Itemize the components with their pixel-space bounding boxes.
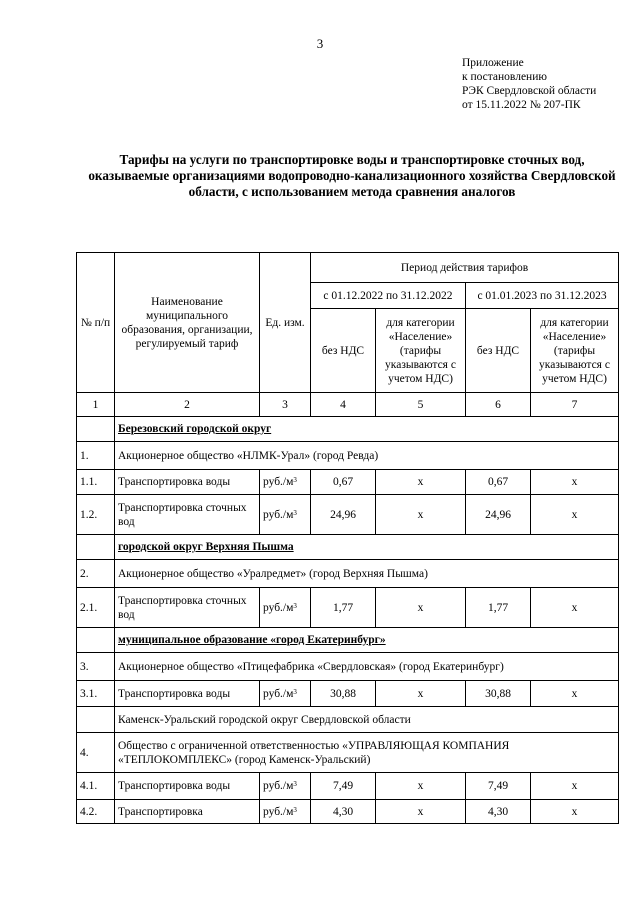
unit-text: руб./м xyxy=(263,805,294,818)
unit-text: руб./м xyxy=(263,476,294,488)
row-num: 2.1. xyxy=(77,588,115,628)
unit-cell xyxy=(260,495,311,535)
district-name: Березовский городской округ xyxy=(118,423,272,435)
unit-cell xyxy=(260,773,311,800)
value-cell: 0,67 xyxy=(466,470,531,495)
unit-cell xyxy=(260,800,311,824)
value-cell: х xyxy=(376,495,466,535)
document-title: Тарифы на услуги по транспортировке воды и транспортировке сточных вод, оказываемые организациями водопроводно-канализационного хозяйства Свердловской области, с использованием метода сравнения аналогов xyxy=(88,152,616,199)
row-num: 3.1. xyxy=(77,681,115,707)
tariff-row xyxy=(77,588,619,628)
header-population: для категории «Население» (тарифы указываются с учетом НДС) xyxy=(531,309,619,393)
appendix-block xyxy=(462,56,596,112)
organization-row xyxy=(77,442,619,470)
appendix-line: РЭК Свердловской области xyxy=(462,85,597,97)
row-num: 4.2. xyxy=(77,800,115,824)
value-cell: 30,88 xyxy=(466,681,531,707)
header-population: для категории «Население» (тарифы указываются с учетом НДС) xyxy=(376,309,466,393)
value-cell: 4,30 xyxy=(466,800,531,824)
row-num: 1.2. xyxy=(77,495,115,535)
tariff-row xyxy=(77,495,619,535)
value-cell: 24,96 xyxy=(311,495,376,535)
row-num: 3. xyxy=(77,653,115,681)
organization-row xyxy=(77,733,619,773)
column-number-row xyxy=(77,393,619,417)
organization-name: Акционерное общество «Птицефабрика «Свердловская» (город Екатеринбург) xyxy=(115,653,619,681)
unit-text: руб./м xyxy=(263,780,294,792)
organization-row xyxy=(77,560,619,588)
header-period-2023: с 01.01.2023 по 31.12.2023 xyxy=(466,283,619,309)
unit-cell xyxy=(260,681,311,707)
tariff-row xyxy=(77,800,619,824)
value-cell: х xyxy=(531,470,619,495)
value-cell: 30,88 xyxy=(311,681,376,707)
appendix-line: Приложение xyxy=(462,57,524,69)
value-cell: х xyxy=(376,588,466,628)
tariff-table xyxy=(76,252,619,824)
tariff-row xyxy=(77,681,619,707)
district-name: городской округ Верхняя Пышма xyxy=(118,541,294,553)
value-cell: 0,67 xyxy=(311,470,376,495)
value-cell: 1,77 xyxy=(311,588,376,628)
value-cell: 7,49 xyxy=(311,773,376,800)
value-cell: 4,30 xyxy=(311,800,376,824)
district-row xyxy=(77,707,619,733)
value-cell: х xyxy=(376,773,466,800)
column-number: 1 xyxy=(77,393,115,417)
row-num: 1. xyxy=(77,442,115,470)
header-period: Период действия тарифов xyxy=(311,253,619,283)
district-name: Каменск-Уральский городской округ Свердловской области xyxy=(118,713,411,726)
header-no-vat: без НДС xyxy=(311,309,376,393)
header-no-vat: без НДС xyxy=(466,309,531,393)
row-num: 2. xyxy=(77,560,115,588)
tariff-name: Транспортировка сточных вод xyxy=(115,495,260,535)
column-number: 7 xyxy=(531,393,619,417)
row-num: 4.1. xyxy=(77,773,115,800)
appendix-line: к постановлению xyxy=(462,71,547,83)
tariff-name: Транспортировка воды xyxy=(115,773,260,800)
unit-text: руб./м xyxy=(263,508,294,521)
district-row xyxy=(77,417,619,442)
organization-name: Акционерное общество «Уралредмет» (город Верхняя Пышма) xyxy=(115,560,619,588)
tariff-name: Транспортировка сточных вод xyxy=(115,588,260,628)
unit-text: руб./м xyxy=(263,601,294,614)
appendix-line: от 15.11.2022 № 207-ПК xyxy=(462,99,581,111)
value-cell: 1,77 xyxy=(466,588,531,628)
tariff-name: Транспортировка воды xyxy=(115,681,260,707)
unit-superscript: 3 xyxy=(293,508,297,517)
header-unit: Ед. изм. xyxy=(260,253,311,393)
unit-text: руб./м xyxy=(263,687,294,700)
header-num: № п/п xyxy=(77,253,115,393)
unit-cell xyxy=(260,588,311,628)
unit-superscript: 3 xyxy=(293,805,297,814)
column-number: 6 xyxy=(466,393,531,417)
value-cell: х xyxy=(531,588,619,628)
organization-name: Акционерное общество «НЛМК-Урал» (город Ревда) xyxy=(115,442,619,470)
district-row xyxy=(77,535,619,560)
value-cell: 24,96 xyxy=(466,495,531,535)
column-number: 2 xyxy=(115,393,260,417)
unit-cell xyxy=(260,470,311,495)
column-number: 3 xyxy=(260,393,311,417)
tariff-name: Транспортировка xyxy=(115,800,260,824)
value-cell: х xyxy=(531,495,619,535)
header-name: Наименование муниципального образования, организации, регулируемый тариф xyxy=(115,253,260,393)
unit-superscript: 3 xyxy=(293,601,297,610)
tariff-name: Транспортировка воды xyxy=(115,470,260,495)
row-num: 4. xyxy=(77,733,115,773)
unit-superscript: 3 xyxy=(293,780,297,788)
value-cell: х xyxy=(376,800,466,824)
column-number: 5 xyxy=(376,393,466,417)
value-cell: х xyxy=(531,681,619,707)
district-name: муниципальное образование «город Екатеринбург» xyxy=(118,634,386,646)
value-cell: х xyxy=(376,470,466,495)
value-cell: 7,49 xyxy=(466,773,531,800)
value-cell: х xyxy=(376,681,466,707)
organization-row xyxy=(77,653,619,681)
row-num: 1.1. xyxy=(77,470,115,495)
organization-name: Общество с ограниченной ответственностью «УПРАВЛЯЮЩАЯ КОМПАНИЯ «ТЕПЛОКОМПЛЕКС» (город Каменск-Уральский) xyxy=(115,733,619,773)
unit-superscript: 3 xyxy=(293,476,297,484)
tariff-row xyxy=(77,470,619,495)
column-number: 4 xyxy=(311,393,376,417)
tariff-row xyxy=(77,773,619,800)
header-period-2022: с 01.12.2022 по 31.12.2022 xyxy=(311,283,466,309)
value-cell: х xyxy=(531,800,619,824)
value-cell: х xyxy=(531,773,619,800)
district-row xyxy=(77,628,619,653)
page-number: 3 xyxy=(316,36,324,51)
unit-superscript: 3 xyxy=(293,687,297,696)
